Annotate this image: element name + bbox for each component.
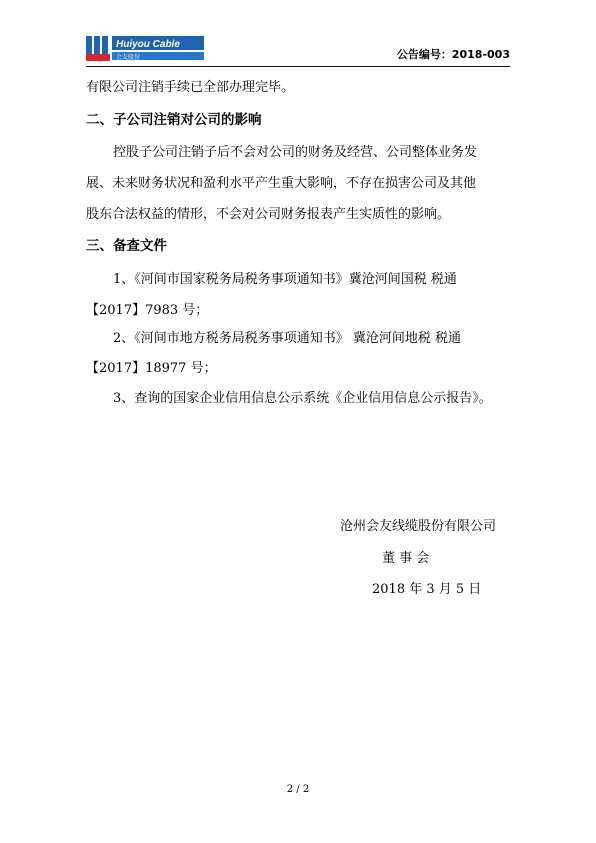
page-number: 2 / 2: [286, 784, 310, 795]
company-logo: [86, 34, 204, 62]
reference-1-line-2: 【2017】7983 号；: [86, 303, 209, 318]
signature-board: 董 事 会: [382, 551, 430, 566]
page-header: [86, 30, 510, 67]
signature-company: 沧州会友线缆股份有限公司: [340, 519, 497, 534]
section2-paragraph-line-1: 控股子公司注销子后不会对公司的财务及经营、公司整体业务发: [113, 145, 478, 160]
reference-2-line-2: 【2017】18977 号；: [86, 361, 217, 376]
section2-paragraph-line-3: 股东合法权益的情形，不会对公司财务报表产生实质性的影响。: [86, 207, 451, 222]
reference-3: 3、查询的国家企业信用信息公示系统《企业信用信息公示报告》。: [113, 391, 492, 406]
logo-text: Huiyou Cable: [116, 39, 180, 50]
reference-1-line-1: 1、《河间市国家税务局税务事项通知书》冀沧河间国税 税通: [113, 272, 457, 287]
signature-date: 2018 年 3 月 5 日: [372, 582, 482, 597]
section2-paragraph-line-2: 展、未来财务状况和盈利水平产生重大影响，不存在损害公司及其他: [86, 176, 477, 191]
body-line-1: 有限公司注销手续已全部办理完毕。: [86, 80, 295, 95]
logo-subtext: 会友股份: [116, 54, 141, 61]
section2-title: 二、子公司注销对公司的影响: [86, 112, 262, 128]
reference-2-line-1: 2、《河间市地方税务局税务事项通知书》 冀沧河间地税 税通: [113, 331, 462, 346]
notice-number: 公告编号：2018-003: [396, 48, 510, 61]
section3-title: 三、备查文件: [86, 238, 167, 254]
